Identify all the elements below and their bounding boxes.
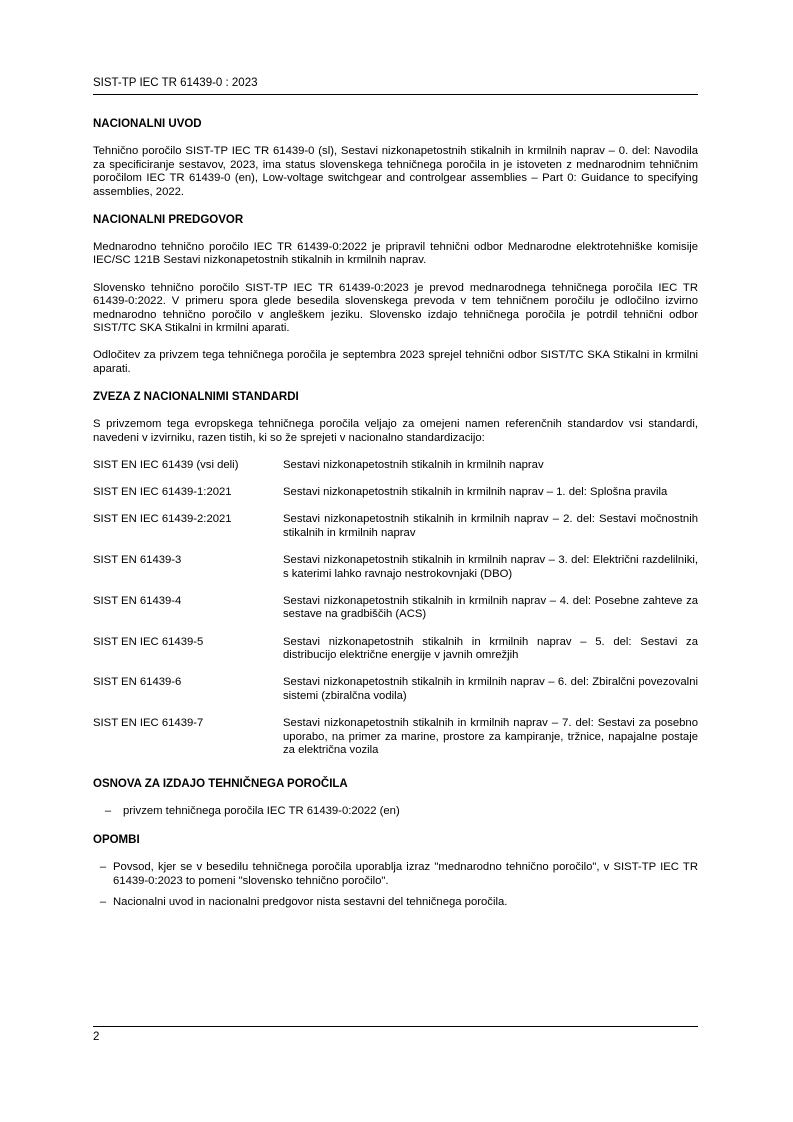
table-row [93, 636, 698, 677]
table-row [93, 459, 698, 486]
section-heading: OPOMBI [93, 834, 140, 847]
list-item [93, 805, 698, 819]
standard-code: SIST EN IEC 61439 (vsi deli) [93, 458, 239, 471]
list-item-text: Nacionalni uvod in nacionalni predgovor nista sestavni del tehničnega poročila. [113, 896, 508, 909]
standard-code: SIST EN 61439-3 [93, 553, 182, 566]
standard-code: SIST EN 61439-6 [93, 676, 182, 689]
dash-bullet-icon: – [99, 896, 107, 909]
table-row [93, 486, 698, 513]
standard-title: Sestavi nizkonapetostnih stikalnih in krmilnih naprav [283, 458, 544, 471]
section-heading: OSNOVA ZA IZDAJO TEHNIČNEGA POROČILA [93, 778, 348, 791]
paragraph: Odločitev za privzem tega tehničnega poročila je septembra 2023 sprejel tehnični odbor SIST/TC SKA Stikalni in krmilni aparati. [93, 349, 698, 376]
section-heading: NACIONALNI UVOD [93, 118, 202, 130]
table-row [93, 676, 698, 717]
page-content [93, 117, 698, 924]
standards-table [93, 459, 698, 772]
standard-title: Sestavi nizkonapetostnih stikalnih in krmilnih naprav – 3. del: Električni razdelilniki, s katerimi lahko ravnajo nestrokovnjaki (DBO) [283, 553, 698, 580]
dash-list [93, 805, 698, 819]
standard-code: SIST EN IEC 61439-2:2021 [93, 513, 232, 526]
table-row [93, 595, 698, 636]
dash-bullet-icon: – [99, 861, 107, 874]
standard-code: SIST EN IEC 61439-5 [93, 635, 204, 648]
section-zveza-z-nacionalnimi-standardi [93, 390, 698, 771]
section-heading: ZVEZA Z NACIONALNIMI STANDARDI [93, 391, 299, 404]
header-divider [93, 94, 698, 95]
section-heading: NACIONALNI PREDGOVOR [93, 213, 244, 226]
standard-code: SIST EN 61439-4 [93, 594, 182, 607]
section-nacionalni-predgovor [93, 213, 698, 377]
standard-title: Sestavi nizkonapetostnih stikalnih in krmilnih naprav – 5. del: Sestavi za distribucijo električne energije v javnih omrežjih [283, 635, 698, 662]
standard-title: Sestavi nizkonapetostnih stikalnih in krmilnih naprav – 1. del: Splošna pravila [283, 486, 668, 498]
standard-title: Sestavi nizkonapetostnih stikalnih in krmilnih naprav – 2. del: Sestavi močnostnih stikalnih in krmilnih naprav [283, 513, 698, 539]
standard-code: SIST EN IEC 61439-7 [93, 717, 204, 730]
standard-title: Sestavi nizkonapetostnih stikalnih in krmilnih naprav – 4. del: Posebne zahteve za sestave na gradbiščih (ACS) [283, 594, 698, 621]
section-opombi [93, 833, 698, 910]
paragraph: Slovensko tehnično poročilo SIST-TP IEC TR 61439-0:2023 je prevod mednarodnega tehničnega poročila IEC TR 61439-0:2022. V primeru spora glede besedila slovenskega prevoda v tem tehničnem poročilu je odločilno izvirno mednarodno tehnično poročilo v angleškem jeziku. Slovensko izdajo tehničnega poročila je potrdil tehnični odbor SIST/TC SKA Stikalni in krmilni aparati. [93, 281, 698, 335]
section-osnova-za-izdajo [93, 777, 698, 819]
paragraph: Mednarodno tehnično poročilo IEC TR 61439-0:2022 je pripravil tehnični odbor Mednarodne elektrotehniške komisije IEC/SC 121B Sestavi nizkonapetostnih stikalnih in krmilnih naprav. [93, 240, 698, 267]
page-number: 2 [93, 1031, 100, 1043]
dash-bullet-icon: – [104, 805, 112, 818]
paragraph: S privzemom tega evropskega tehničnega poročila veljajo za omejeni namen referenčnih standardov vsi standardi, navedeni v izvirniku, razen tistih, ki so že sprejeti v nacionalno standardizacijo: [93, 418, 698, 444]
list-item-text: Povsod, kjer se v besedilu tehničnega poročila uporablja izraz "mednarodno tehnično poročilo", v SIST-TP IEC TR 61439-0:2023 to pomeni "slovensko tehnično poročilo". [113, 861, 698, 887]
footer-divider [93, 1026, 698, 1027]
list-item-text: privzem tehničnega poročila IEC TR 61439-0:2022 (en) [123, 805, 400, 818]
table-row [93, 717, 698, 771]
section-nacionalni-uvod [93, 117, 698, 199]
standard-code: SIST EN IEC 61439-1:2021 [93, 486, 232, 498]
table-row [93, 554, 698, 595]
table-row [93, 513, 698, 554]
list-item [93, 861, 698, 888]
dash-list [93, 861, 698, 910]
list-item [93, 896, 698, 910]
paragraph: Tehnično poročilo SIST-TP IEC TR 61439-0 (sl), Sestavi nizkonapetostnih stikalnih in krmilnih naprav – 0. del: Navodila za specificiranje sestavov, 2023, ima status slovenskega tehničnega poročila in je istoveten z mednarodnim tehničnim poročilom IEC TR 61439-0 (en), Low-voltage switchgear and controlgear assemblies – Part 0: Guidance to specifying assemblies, 2022. [93, 145, 698, 198]
standard-title: Sestavi nizkonapetostnih stikalnih in krmilnih naprav – 7. del: Sestavi za posebno uporabo, na primer za marine, prostore za kampiranje, tržnice, napajalne postaje za električna vozila [283, 717, 698, 757]
standard-title: Sestavi nizkonapetostnih stikalnih in krmilnih naprav – 6. del: Zbiralčni povezovalni sistemi (zbiralčna vodila) [283, 676, 698, 702]
running-header: SIST-TP IEC TR 61439-0 : 2023 [93, 77, 258, 89]
